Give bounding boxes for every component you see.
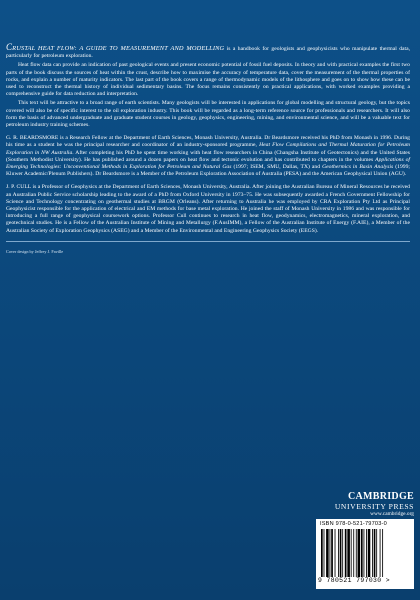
barcode-bar (382, 529, 383, 577)
barcode-bar (361, 529, 363, 577)
cover-text (6, 44, 410, 257)
barcode-bar (340, 529, 342, 577)
barcode-bar (351, 529, 352, 577)
divider (6, 241, 410, 242)
barcode-bar (321, 529, 323, 577)
publisher-name: CAMBRIDGE (347, 491, 414, 502)
barcode-bar (366, 529, 367, 577)
barcode-bar (324, 529, 325, 577)
barcode-bar (331, 529, 333, 577)
barcode-bar (330, 529, 331, 577)
barcode-bar (368, 529, 371, 577)
publisher-logo (308, 492, 414, 518)
barcode-bar (374, 529, 376, 577)
barcode-bar (376, 529, 377, 577)
barcode-bar (353, 529, 354, 577)
publisher-subtitle: UNIVERSITY PRESS (334, 502, 414, 511)
barcode-graphic (320, 529, 410, 577)
publisher-url: www.cambridge.org (370, 511, 414, 517)
blurb-paragraph-2: Heat flow data can provide an indication of past geological events and present economic potential of fossil fuel deposits. In theory and with practical examples the first two parts of the book discuss the sources of heat within the crust, describe how to maximise the accuracy of temperature data, cover the measurement of the thermal properties of rocks, and explain a number of maturity indicators. The last part of the book covers a range of thermodynamic models of the lithosphere and goes on to show how these can be used to reconstruct the thermal history of individual sedimentary basins. The focus remains consistently on practical applications, with worked examples providing a comprehensive guide for data reduction and interpretation. (6, 62, 410, 98)
barcode-bar (356, 529, 357, 577)
barcode-bar (342, 529, 343, 577)
barcode-bar (347, 529, 350, 577)
barcode-panel (316, 519, 414, 589)
barcode-bar (338, 529, 339, 577)
barcode-bar (372, 529, 373, 577)
blurb-paragraph-1: CRUSTAL HEAT FLOW: A GUIDE TO MEASUREMENT AND MODELLING is a handbook for geologists and geophysicists who manipulate thermal data, particularly for petroleum exploration. (6, 42, 411, 60)
barcode-bar (358, 529, 361, 577)
cover-design-credit: Cover design by Jeffrey J. Faville (6, 248, 64, 254)
barcode-bar (345, 529, 347, 577)
barcode-bar (364, 529, 365, 577)
author-bio-cull: J. P. CULL is a Professor of Geophysics at the Department of Earth Sciences, Monash University, Australia. After joining the Australian Bureau of Mineral Resources he received an Australian Public Service scholarship leading to the award of a PhD from Oxford University in 1973–75. He was subsequently awarded a French Government Fellowship for Science and Technology concentrating on geothermal studies at BRGM (Orleans). After returning to Australia he was employed by CRA Exploration Pty Ltd as Principal Geophysicist responsible for the application of electrical and EM methods for base metal exploration. He joined the staff of Monash University in 1986 and was responsible for introducing a full range of geophysical coursework options. Professor Cull continues to research in heat flow, geodynamics, electromagnetics, mineral exploration, and geotechnical studies. He is a Fellow of the Australian Institute of Mining and Metallurgy (F.AusIMM), a Fellow of the Australian Institute of Energy (F.AIE), a Member of the Australian Society of Exploration Geophysics (ASEG) and a Member of the Environmental and Engineering Geophysics Society (EEGS). (6, 184, 410, 234)
barcode-bar (326, 529, 329, 577)
blurb-paragraph-3: This text will be attractive to a broad range of earth scientists. Many geologists will be interested in applications for global modelling and structural geology, but the topics covered will also be of specific interest to the oil exploration industry. This book will be regarded as a long-term reference source for professionals and researchers. It will also form the basis of advanced undergraduate and graduate student courses in geology, geophysics, engineering, mining, and environmental science, and will be a valuable text for petroleum industry training schemes. (6, 100, 410, 129)
barcode-bar (335, 529, 336, 577)
isbn-number: ISBN 978-0-521-79703-0 (320, 521, 387, 527)
author-bio-beardsmore: G. R. BEARDSMORE is a Research Fellow at the Department of Earth Sciences, Monash University, Australia. Dr Beardsmore received his PhD from Monash in 1996. During his time as a student he was the principal researcher and coordinator of an industry-sponsored programme, Heat Flow Compilations and Thermal Maturation for Petroleum Exploration in NW Australia. After completing his PhD he spent time working with heat flow researchers in China (Changsha Institute of Geotectonics) and the United States (Southern Methodist University). He has published around a dozen papers on heat flow and tectonic evolution and has contributed to chapters in the volumes Applications of Emerging Technologies: Unconventional Methods in Exploration for Petroleum and Natural Gas (1997; ISEM, SMU, Dallas, TX) and Geothermics in Basin Analysis (1999; Kluwer Academic/Plenum Publishers). Dr Beardsmore is a Member of the Petroleum Exploration Association of Australia (PESA) and the American Geophysical Union (AGU). (6, 135, 411, 178)
barcode-bar (380, 529, 381, 577)
barcode-digits: 9 780521 797030 > (318, 577, 391, 584)
book-title: CRUSTAL HEAT FLOW: A GUIDE TO MEASUREMENT AND MODELLING (6, 42, 225, 52)
